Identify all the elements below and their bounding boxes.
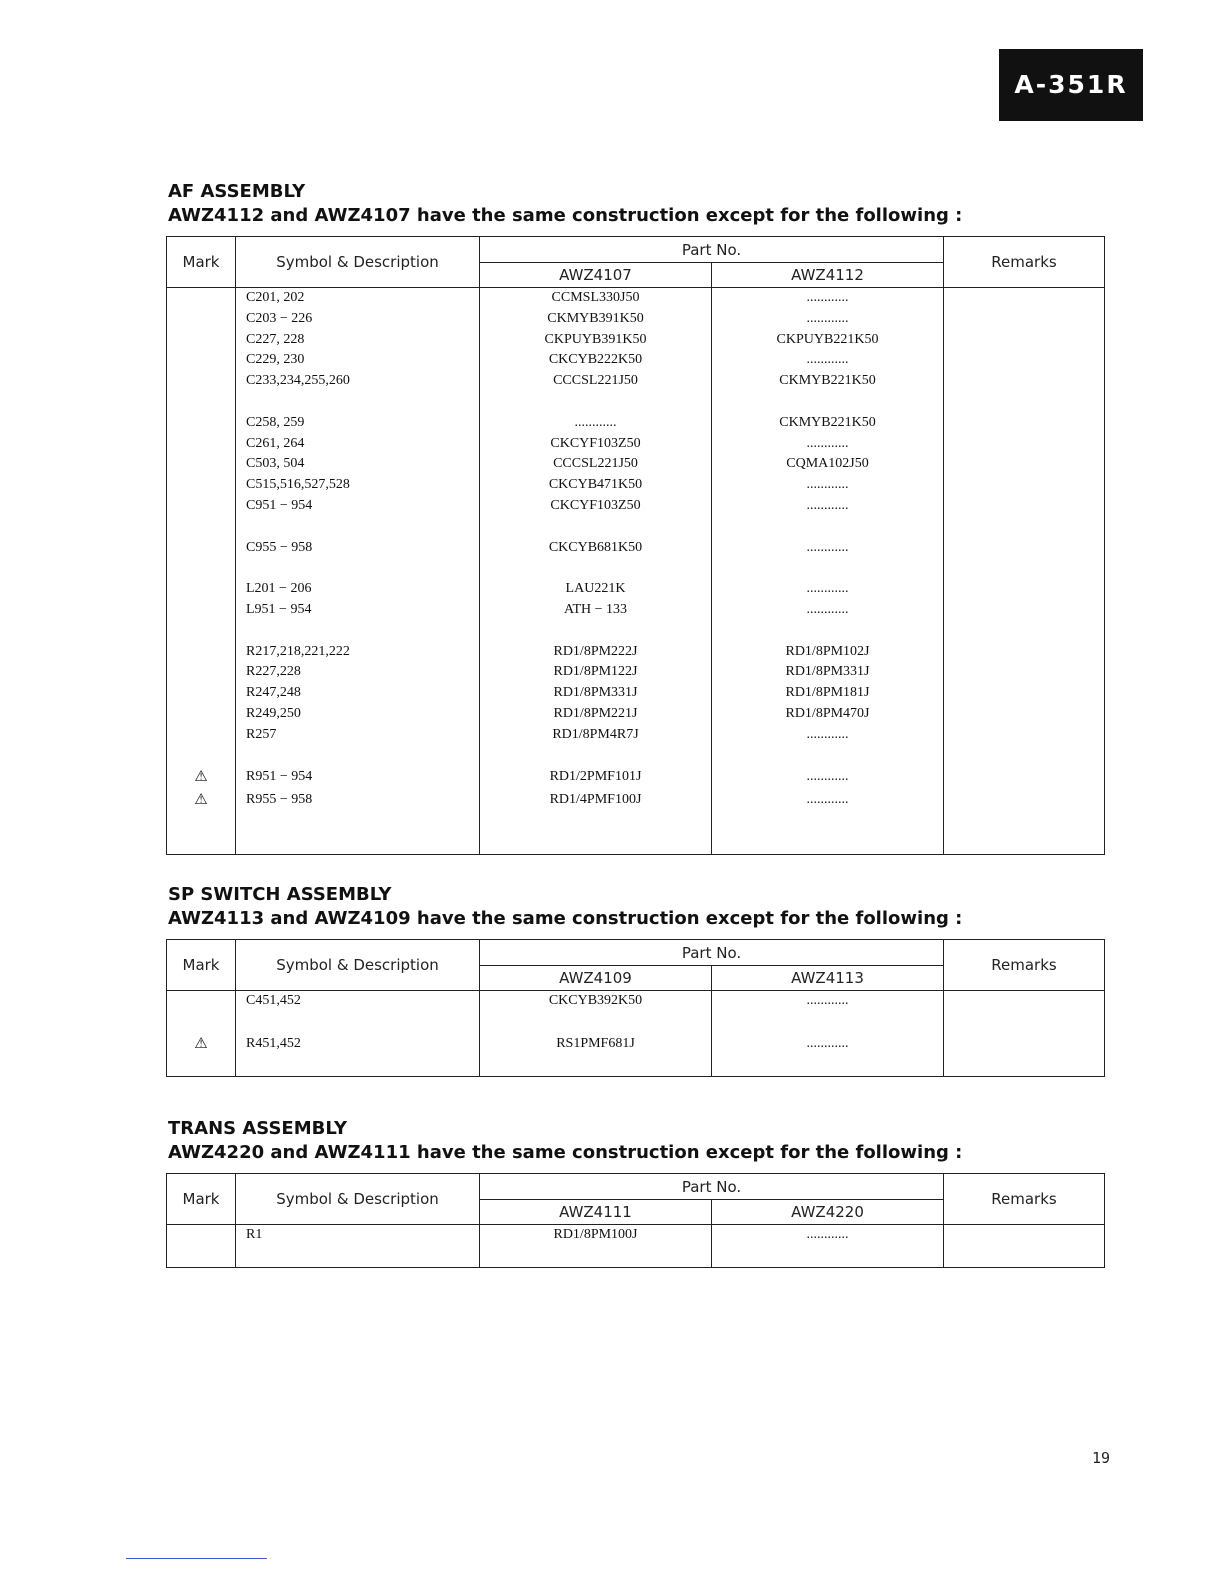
- remarks-cell: [944, 1012, 1105, 1033]
- symbol-cell: [236, 1055, 480, 1076]
- mark-cell: [167, 1033, 236, 1056]
- mark-cell: [167, 1012, 236, 1033]
- trans-assembly-subtitle: AWZ4220 and AWZ4111 have the same construction except for the following :: [168, 1142, 963, 1163]
- part-no-b-cell: ............: [712, 288, 944, 309]
- remarks-cell: [944, 517, 1105, 538]
- mark-cell: [167, 704, 236, 725]
- part-no-b-cell: [712, 517, 944, 538]
- symbol-cell: C955 − 958: [236, 538, 480, 559]
- mark-cell: [167, 746, 236, 767]
- remarks-cell: [944, 662, 1105, 683]
- remarks-cell: [944, 725, 1105, 746]
- part-no-a-cell: [480, 558, 712, 579]
- remarks-cell: [944, 789, 1105, 812]
- symbol-cell: [236, 1246, 480, 1267]
- table-row: [167, 413, 1105, 434]
- page-number: 19: [1091, 1449, 1110, 1467]
- mark-cell: [167, 517, 236, 538]
- warning-icon: ⚠: [194, 1033, 208, 1052]
- model-badge: A-351R: [999, 49, 1143, 121]
- mark-cell: [167, 789, 236, 812]
- table-row: [167, 496, 1105, 517]
- remarks-cell: [944, 309, 1105, 330]
- part-no-a-cell: CKCYF103Z50: [480, 496, 712, 517]
- mark-cell: [167, 991, 236, 1012]
- symbol-cell: [236, 746, 480, 767]
- table-row: [167, 538, 1105, 559]
- part-no-b-cell: RD1/8PM470J: [712, 704, 944, 725]
- part-no-b-cell: CKMYB221K50: [712, 371, 944, 392]
- part-no-a-cell: CKCYF103Z50: [480, 434, 712, 455]
- mark-cell: [167, 662, 236, 683]
- remarks-header: Remarks: [944, 237, 1105, 288]
- part-no-b-cell: [712, 1055, 944, 1076]
- remarks-cell: [944, 766, 1105, 789]
- part-no-a-cell: [480, 517, 712, 538]
- part-no-a-cell: CKCYB681K50: [480, 538, 712, 559]
- mark-header: Mark: [167, 940, 236, 991]
- model-b-header: AWZ4113: [712, 966, 944, 991]
- symbol-cell: [236, 392, 480, 413]
- remarks-cell: [944, 1033, 1105, 1056]
- trans-assembly-table: [166, 1173, 1105, 1268]
- table-row: [167, 833, 1105, 854]
- model-a-header: AWZ4109: [480, 966, 712, 991]
- table-row: [167, 1225, 1105, 1246]
- mark-cell: [167, 475, 236, 496]
- part-no-a-cell: RD1/8PM122J: [480, 662, 712, 683]
- symbol-header: Symbol & Description: [236, 237, 480, 288]
- part-no-a-cell: CCMSL330J50: [480, 288, 712, 309]
- symbol-cell: C227, 228: [236, 330, 480, 351]
- mark-header: Mark: [167, 237, 236, 288]
- table-row: [167, 1033, 1105, 1056]
- remarks-cell: [944, 413, 1105, 434]
- table-row: [167, 683, 1105, 704]
- table-row: [167, 1012, 1105, 1033]
- table-row: [167, 991, 1105, 1012]
- remarks-cell: [944, 704, 1105, 725]
- mark-cell: [167, 434, 236, 455]
- part-no-a-cell: CKCYB392K50: [480, 991, 712, 1012]
- part-no-a-cell: CKCYB471K50: [480, 475, 712, 496]
- symbol-cell: R955 − 958: [236, 789, 480, 812]
- part-no-a-cell: [480, 1012, 712, 1033]
- symbol-cell: C201, 202: [236, 288, 480, 309]
- table-row: [167, 309, 1105, 330]
- af-assembly-table: [166, 236, 1105, 855]
- mark-cell: [167, 833, 236, 854]
- part-no-b-cell: [712, 392, 944, 413]
- part-no-a-cell: [480, 1055, 712, 1076]
- part-no-b-cell: ............: [712, 475, 944, 496]
- part-no-b-cell: [712, 1246, 944, 1267]
- part-no-a-cell: CKCYB222K50: [480, 350, 712, 371]
- part-no-a-cell: RD1/8PM100J: [480, 1225, 712, 1246]
- model-b-header: AWZ4220: [712, 1200, 944, 1225]
- model-a-header: AWZ4107: [480, 263, 712, 288]
- part-no-b-cell: [712, 833, 944, 854]
- mark-cell: [167, 309, 236, 330]
- part-no-b-cell: RD1/8PM102J: [712, 642, 944, 663]
- symbol-cell: L951 − 954: [236, 600, 480, 621]
- remarks-header: Remarks: [944, 1174, 1105, 1225]
- table-row: [167, 725, 1105, 746]
- table-row: [167, 350, 1105, 371]
- part-no-a-cell: CCCSL221J50: [480, 371, 712, 392]
- table-row: [167, 579, 1105, 600]
- mark-cell: [167, 1055, 236, 1076]
- part-no-b-cell: CQMA102J50: [712, 454, 944, 475]
- warning-icon: ⚠: [194, 790, 208, 809]
- part-no-a-cell: [480, 392, 712, 413]
- remarks-cell: [944, 350, 1105, 371]
- remarks-cell: [944, 683, 1105, 704]
- part-no-b-cell: RD1/8PM331J: [712, 662, 944, 683]
- part-no-a-cell: [480, 812, 712, 833]
- table-row: [167, 642, 1105, 663]
- symbol-cell: [236, 1012, 480, 1033]
- symbol-cell: C203 − 226: [236, 309, 480, 330]
- table-row: [167, 600, 1105, 621]
- table-row: [167, 766, 1105, 789]
- table-row: [167, 812, 1105, 833]
- part-no-header: Part No.: [480, 940, 944, 966]
- remarks-header: Remarks: [944, 940, 1105, 991]
- mark-cell: [167, 642, 236, 663]
- mark-header: Mark: [167, 1174, 236, 1225]
- part-no-a-cell: RD1/8PM222J: [480, 642, 712, 663]
- part-no-b-cell: ............: [712, 350, 944, 371]
- table-row: [167, 288, 1105, 309]
- remarks-cell: [944, 746, 1105, 767]
- symbol-header: Symbol & Description: [236, 1174, 480, 1225]
- remarks-cell: [944, 812, 1105, 833]
- part-no-a-cell: [480, 833, 712, 854]
- part-no-b-cell: RD1/8PM181J: [712, 683, 944, 704]
- part-no-b-cell: [712, 746, 944, 767]
- remarks-cell: [944, 371, 1105, 392]
- part-no-a-cell: RD1/8PM221J: [480, 704, 712, 725]
- symbol-cell: R1: [236, 1225, 480, 1246]
- symbol-cell: [236, 558, 480, 579]
- part-no-b-cell: ............: [712, 434, 944, 455]
- part-no-a-cell: ATH − 133: [480, 600, 712, 621]
- mark-cell: [167, 812, 236, 833]
- part-no-b-cell: ............: [712, 538, 944, 559]
- table-row: [167, 662, 1105, 683]
- part-no-b-cell: ............: [712, 1225, 944, 1246]
- mark-cell: [167, 725, 236, 746]
- remarks-cell: [944, 496, 1105, 517]
- symbol-cell: C451,452: [236, 991, 480, 1012]
- symbol-cell: C261, 264: [236, 434, 480, 455]
- symbol-cell: C258, 259: [236, 413, 480, 434]
- sp-switch-assembly-table: [166, 939, 1105, 1077]
- mark-cell: [167, 558, 236, 579]
- part-no-a-cell: [480, 1246, 712, 1267]
- part-no-a-cell: RD1/2PMF101J: [480, 766, 712, 789]
- table-row: [167, 475, 1105, 496]
- part-no-a-cell: RD1/4PMF100J: [480, 789, 712, 812]
- mark-cell: [167, 579, 236, 600]
- part-no-b-cell: ............: [712, 600, 944, 621]
- table-row: [167, 621, 1105, 642]
- remarks-cell: [944, 1055, 1105, 1076]
- mark-cell: [167, 1246, 236, 1267]
- symbol-cell: C515,516,527,528: [236, 475, 480, 496]
- symbol-cell: R247,248: [236, 683, 480, 704]
- footer-divider: [126, 1558, 267, 1559]
- table-row: [167, 392, 1105, 413]
- mark-cell: [167, 496, 236, 517]
- part-no-b-cell: ............: [712, 1033, 944, 1056]
- warning-icon: ⚠: [194, 767, 208, 786]
- symbol-cell: R217,218,221,222: [236, 642, 480, 663]
- part-no-b-cell: [712, 558, 944, 579]
- part-no-b-cell: ............: [712, 991, 944, 1012]
- symbol-cell: R451,452: [236, 1033, 480, 1056]
- remarks-cell: [944, 475, 1105, 496]
- symbol-cell: C233,234,255,260: [236, 371, 480, 392]
- mark-cell: [167, 600, 236, 621]
- part-no-b-cell: ............: [712, 789, 944, 812]
- part-no-b-cell: CKMYB221K50: [712, 413, 944, 434]
- symbol-cell: [236, 517, 480, 538]
- part-no-a-cell: RD1/8PM4R7J: [480, 725, 712, 746]
- table-row: [167, 517, 1105, 538]
- remarks-cell: [944, 538, 1105, 559]
- part-no-a-cell: RD1/8PM331J: [480, 683, 712, 704]
- mark-cell: [167, 621, 236, 642]
- part-no-b-cell: [712, 621, 944, 642]
- part-no-b-cell: ............: [712, 725, 944, 746]
- mark-cell: [167, 454, 236, 475]
- af-assembly-subtitle: AWZ4112 and AWZ4107 have the same construction except for the following :: [168, 205, 963, 226]
- remarks-cell: [944, 579, 1105, 600]
- remarks-cell: [944, 642, 1105, 663]
- table-row: [167, 454, 1105, 475]
- remarks-cell: [944, 991, 1105, 1012]
- remarks-cell: [944, 621, 1105, 642]
- remarks-cell: [944, 454, 1105, 475]
- table-row: [167, 704, 1105, 725]
- symbol-cell: L201 − 206: [236, 579, 480, 600]
- table-row: [167, 1246, 1105, 1267]
- mark-cell: [167, 766, 236, 789]
- table-row: [167, 558, 1105, 579]
- table-row: [167, 1055, 1105, 1076]
- part-no-header: Part No.: [480, 1174, 944, 1200]
- mark-cell: [167, 413, 236, 434]
- mark-cell: [167, 683, 236, 704]
- part-no-a-cell: [480, 746, 712, 767]
- symbol-cell: [236, 833, 480, 854]
- table-row: [167, 371, 1105, 392]
- symbol-cell: [236, 812, 480, 833]
- part-no-b-cell: [712, 1012, 944, 1033]
- symbol-header: Symbol & Description: [236, 940, 480, 991]
- table-row: [167, 330, 1105, 351]
- symbol-cell: [236, 621, 480, 642]
- mark-cell: [167, 330, 236, 351]
- trans-assembly-title: TRANS ASSEMBLY: [168, 1118, 348, 1139]
- part-no-b-cell: ............: [712, 496, 944, 517]
- mark-cell: [167, 1225, 236, 1246]
- sp-switch-assembly-title: SP SWITCH ASSEMBLY: [168, 884, 392, 905]
- remarks-cell: [944, 600, 1105, 621]
- part-no-b-cell: [712, 812, 944, 833]
- symbol-cell: C503, 504: [236, 454, 480, 475]
- part-no-a-cell: RS1PMF681J: [480, 1033, 712, 1056]
- part-no-b-cell: ............: [712, 766, 944, 789]
- mark-cell: [167, 350, 236, 371]
- symbol-cell: C951 − 954: [236, 496, 480, 517]
- mark-cell: [167, 538, 236, 559]
- part-no-a-cell: [480, 621, 712, 642]
- mark-cell: [167, 371, 236, 392]
- part-no-a-cell: CKPUYB391K50: [480, 330, 712, 351]
- remarks-cell: [944, 1246, 1105, 1267]
- remarks-cell: [944, 392, 1105, 413]
- remarks-cell: [944, 330, 1105, 351]
- mark-cell: [167, 288, 236, 309]
- model-a-header: AWZ4111: [480, 1200, 712, 1225]
- part-no-b-cell: ............: [712, 579, 944, 600]
- remarks-cell: [944, 833, 1105, 854]
- part-no-a-cell: LAU221K: [480, 579, 712, 600]
- model-b-header: AWZ4112: [712, 263, 944, 288]
- table-row: [167, 434, 1105, 455]
- symbol-cell: R951 − 954: [236, 766, 480, 789]
- mark-cell: [167, 392, 236, 413]
- symbol-cell: R257: [236, 725, 480, 746]
- table-row: [167, 746, 1105, 767]
- part-no-b-cell: CKPUYB221K50: [712, 330, 944, 351]
- table-row: [167, 789, 1105, 812]
- part-no-b-cell: ............: [712, 309, 944, 330]
- remarks-cell: [944, 288, 1105, 309]
- symbol-cell: C229, 230: [236, 350, 480, 371]
- part-no-a-cell: CCCSL221J50: [480, 454, 712, 475]
- remarks-cell: [944, 558, 1105, 579]
- part-no-a-cell: ............: [480, 413, 712, 434]
- symbol-cell: R249,250: [236, 704, 480, 725]
- af-assembly-title: AF ASSEMBLY: [168, 181, 306, 202]
- remarks-cell: [944, 434, 1105, 455]
- part-no-header: Part No.: [480, 237, 944, 263]
- part-no-a-cell: CKMYB391K50: [480, 309, 712, 330]
- sp-switch-assembly-subtitle: AWZ4113 and AWZ4109 have the same construction except for the following :: [168, 908, 963, 929]
- remarks-cell: [944, 1225, 1105, 1246]
- symbol-cell: R227,228: [236, 662, 480, 683]
